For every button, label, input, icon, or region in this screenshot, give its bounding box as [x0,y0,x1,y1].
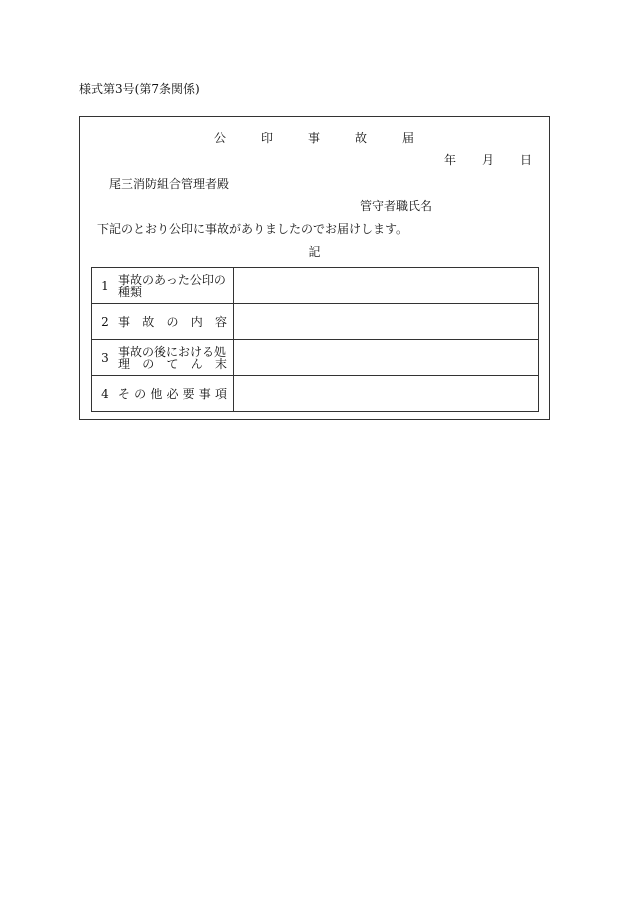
row-number: 3 [101,350,109,365]
title-char: 故 [355,131,369,145]
items-table [91,267,539,412]
table-row [92,340,539,376]
label-char: 容 [214,314,227,329]
label-char: 事 [198,386,211,401]
row-label-line: 事故の後における処 [118,344,227,359]
row-label-line: 事故のあった公印の [118,272,226,287]
title-char: 公 [213,131,227,145]
ki-heading: 記 [308,245,321,259]
label-char: 他 [150,386,163,401]
label-char: の [166,314,179,329]
date-year: 年 [443,153,456,167]
title-char: 印 [260,131,274,145]
date-day: 日 [519,153,532,167]
row-value-field[interactable] [234,340,539,376]
label-char: 事 [118,314,131,329]
row-number: 2 [101,314,109,329]
row-label [118,388,233,400]
addressee: 尾三消防組合管理者殿 [109,177,230,191]
table-row [92,304,539,340]
row-value-field[interactable] [234,304,539,340]
label-char: 理 [118,356,131,371]
row-label [118,316,233,328]
label-char: 必 [166,386,179,401]
body-text: 下記のとおり公印に事故がありましたのでお届けします。 [97,222,409,236]
accident-report-frame [79,116,550,420]
table-row [92,376,539,412]
row-value-field[interactable] [234,268,539,304]
row-label-cell [92,304,234,340]
row-label-cell [92,376,234,412]
date-line [418,151,532,168]
label-char: そ [118,386,131,401]
title-char: 届 [402,131,416,145]
row-number: 4 [101,386,109,401]
label-char: の [142,356,155,371]
sender-title-name: 管守者職氏名 [360,199,433,213]
title-char: 事 [307,131,321,145]
label-char: 末 [214,356,227,371]
date-month: 月 [481,153,494,167]
label-char: 項 [214,386,227,401]
row-label [118,274,233,298]
row-label-cell [92,268,234,304]
row-label-line: 種類 [118,284,143,299]
label-char: て [166,356,179,371]
row-label-cell [92,340,234,376]
row-label [118,346,233,370]
label-char: 故 [142,314,155,329]
label-char: 要 [182,386,195,401]
document-title [80,129,549,146]
label-char: 内 [190,314,203,329]
label-char: の [134,386,147,401]
label-char: ん [190,356,203,371]
row-value-field[interactable] [234,376,539,412]
table-row [92,268,539,304]
row-number: 1 [101,278,109,293]
form-number-label: 様式第3号(第7条関係) [79,82,200,96]
